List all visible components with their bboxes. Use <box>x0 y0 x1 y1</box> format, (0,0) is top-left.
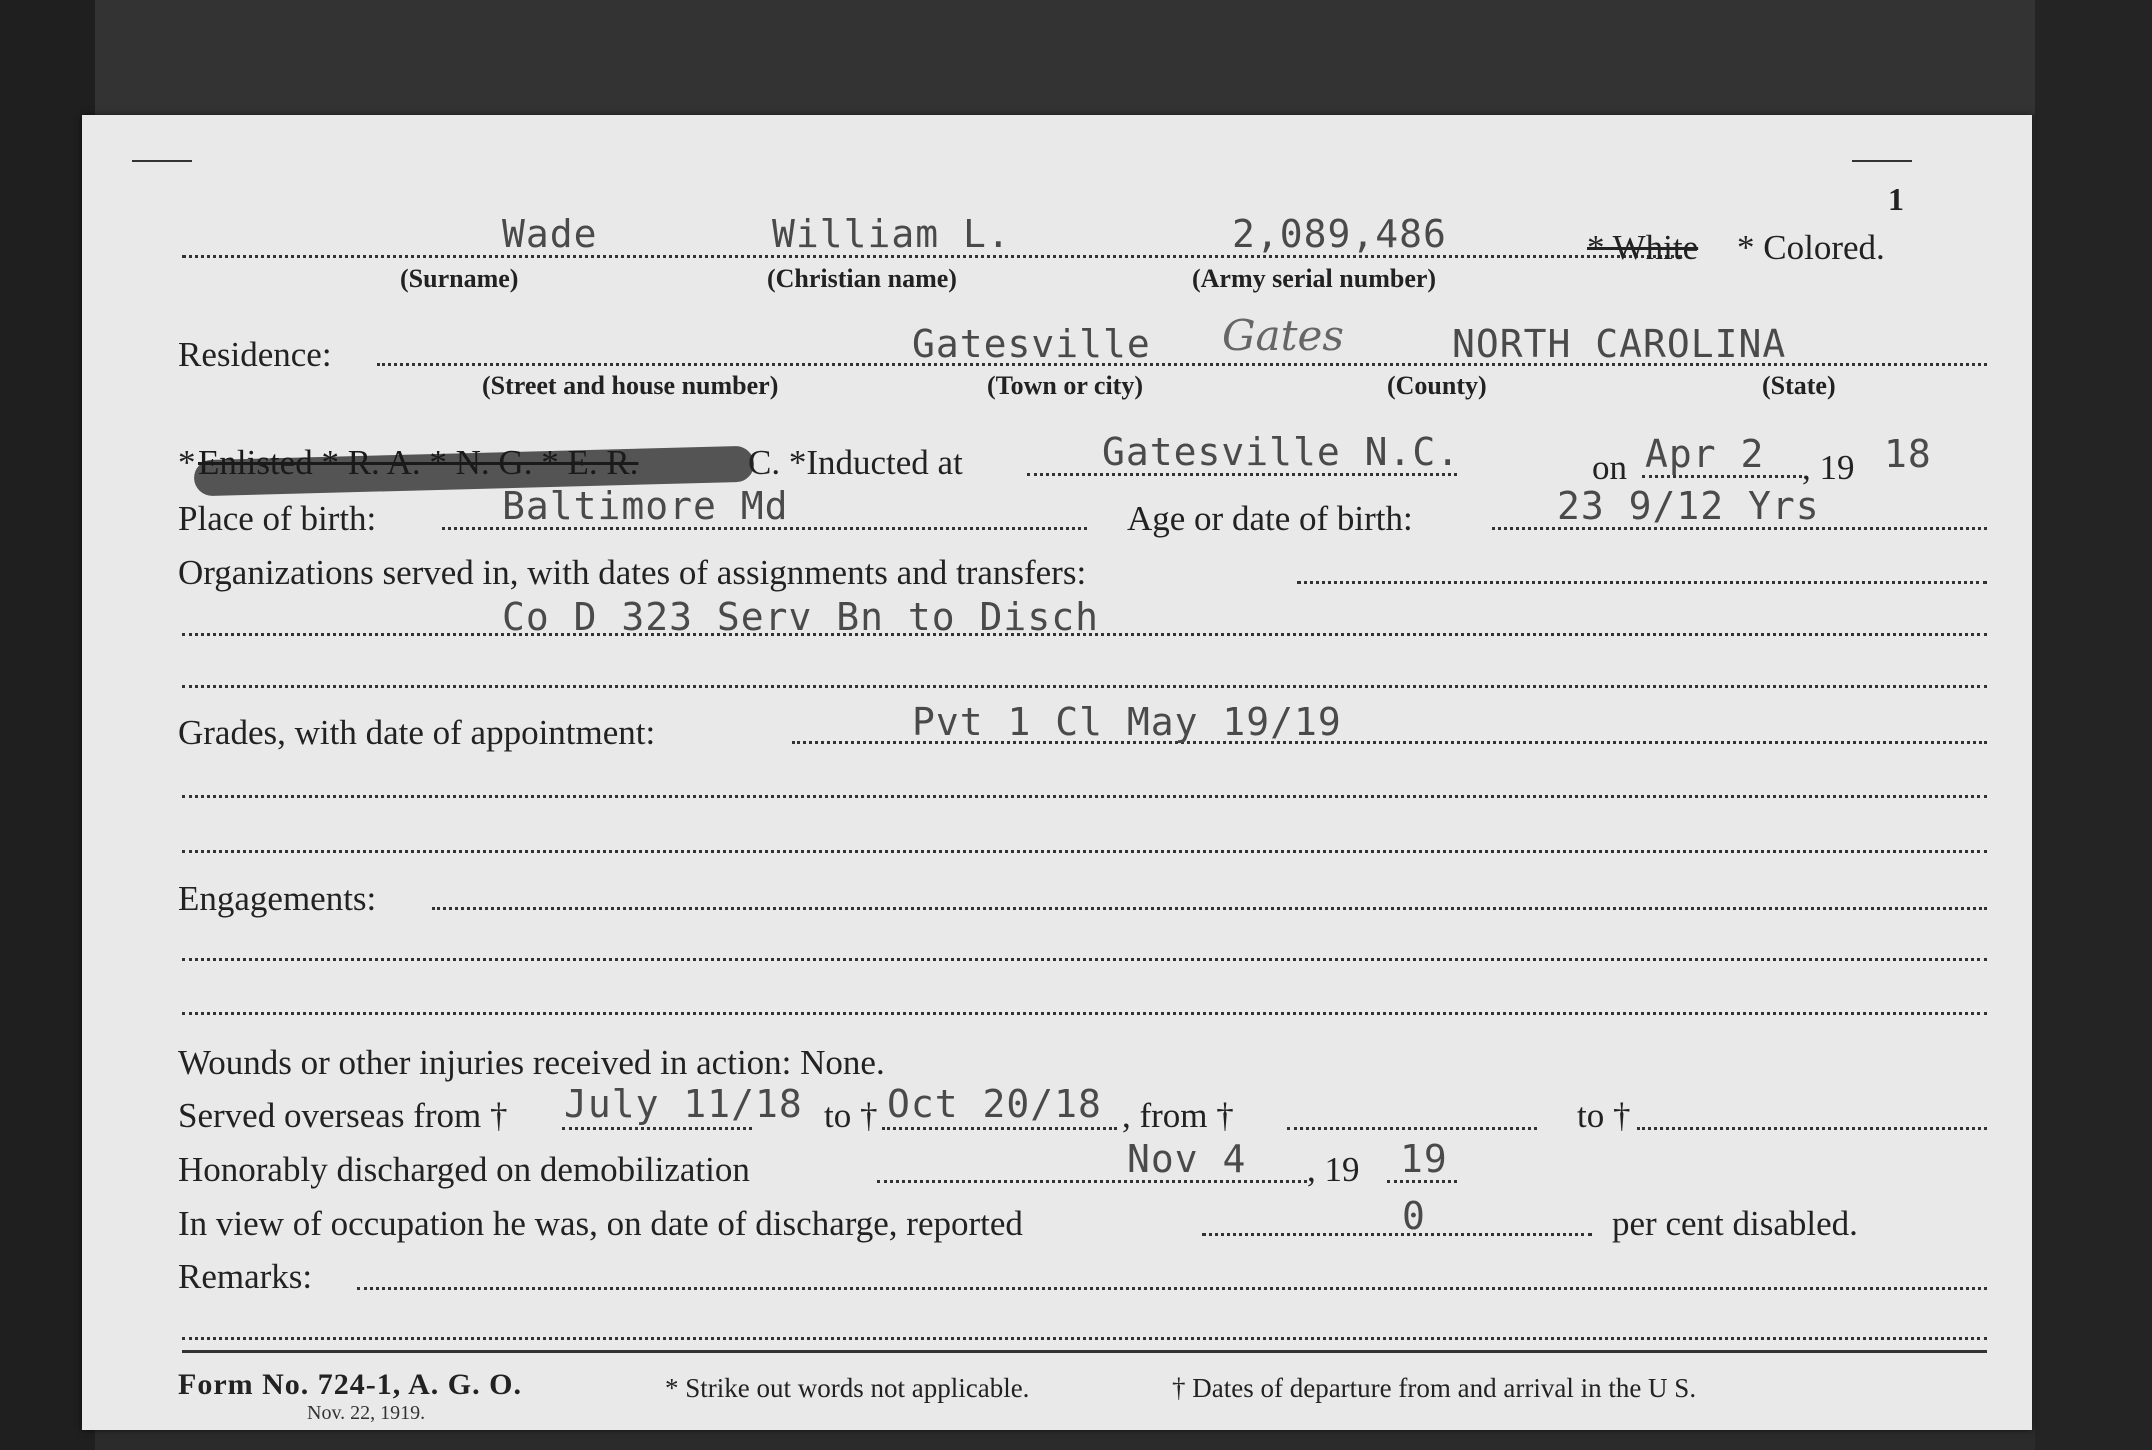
inducted-year-value: 18 <box>1884 432 1932 476</box>
county-value: Gates <box>1222 311 1344 360</box>
form-number: Form No. 724-1, A. G. O. <box>178 1368 522 1401</box>
birthplace-label: Place of birth: <box>178 499 377 538</box>
form-date: Nov. 22, 1919. <box>307 1402 426 1424</box>
enlisted-prefix: * <box>178 443 196 482</box>
to2-label: to † <box>1577 1096 1631 1135</box>
discharge-date-value: Nov 4 <box>1127 1137 1247 1181</box>
from2-label: , from † <box>1122 1096 1234 1135</box>
engagements-line-1 <box>432 907 1987 910</box>
residence-label: Residence: <box>178 335 332 374</box>
to2-line <box>1637 1127 1987 1130</box>
card-number: 1 <box>1888 181 1904 217</box>
race-white: * White <box>1587 228 1699 267</box>
inducted-label: C. *Inducted at <box>748 443 963 482</box>
grades-line-2 <box>182 795 1987 798</box>
on-label: on <box>1592 448 1627 487</box>
footnote-dates: † Dates of departure from and arrival in the U S. <box>1172 1373 1697 1403</box>
state-caption: (State) <box>1762 371 1836 400</box>
state-value: NORTH CAROLINA <box>1452 322 1787 366</box>
top-left-rule <box>132 160 192 162</box>
disability-value: 0 <box>1402 1194 1426 1238</box>
organization-value: Co D 323 Serv Bn to Disch <box>502 595 1099 639</box>
organizations-line-3 <box>182 685 1987 688</box>
background-left <box>0 0 95 1450</box>
serial-number-value: 2,089,486 <box>1232 212 1447 256</box>
engagements-line-2 <box>182 958 1987 961</box>
grade-value: Pvt 1 Cl May 19/19 <box>912 700 1342 744</box>
disability-suffix: per cent disabled. <box>1612 1204 1858 1243</box>
remarks-line-1 <box>357 1287 1987 1290</box>
discharge-label: Honorably discharged on demobilization <box>178 1150 750 1189</box>
overseas-to-line <box>882 1127 1117 1130</box>
overseas-from-line <box>562 1127 752 1130</box>
overseas-to-label: to † <box>824 1096 878 1135</box>
street-caption: (Street and house number) <box>482 371 779 400</box>
age-value: 23 9/12 Yrs <box>1557 484 1820 528</box>
organizations-label: Organizations served in, with dates of assignments and transfers: <box>178 553 1087 592</box>
year-prefix: , 19 <box>1802 448 1855 487</box>
background-right <box>2035 0 2152 1450</box>
service-record-card <box>82 115 2032 1430</box>
county-caption: (County) <box>1387 371 1487 400</box>
overseas-label: Served overseas from † <box>178 1096 508 1135</box>
christian-caption: (Christian name) <box>767 264 957 293</box>
remarks-line-2 <box>182 1337 1987 1340</box>
discharge-year-prefix: , 19 <box>1307 1150 1360 1189</box>
disability-label: In view of occupation he was, on date of discharge, reported <box>178 1204 1023 1243</box>
wounds-label: Wounds or other injuries received in action: None. <box>178 1043 885 1082</box>
top-right-rule <box>1852 160 1912 162</box>
town-caption: (Town or city) <box>987 371 1143 400</box>
overseas-from-value: July 11/18 <box>564 1082 803 1126</box>
christian-name-value: William L. <box>772 212 1011 256</box>
engagements-line-3 <box>182 1012 1987 1015</box>
engagements-label: Engagements: <box>178 879 377 918</box>
inducted-date-value: Apr 2 <box>1645 432 1765 476</box>
overseas-to-value: Oct 20/18 <box>887 1082 1102 1126</box>
town-value: Gatesville <box>912 322 1151 366</box>
organizations-line-1 <box>1297 581 1987 584</box>
serial-caption: (Army serial number) <box>1192 264 1437 293</box>
from2-line <box>1287 1127 1537 1130</box>
inducted-place-value: Gatesville N.C. <box>1102 430 1461 474</box>
race-colored: * Colored. <box>1737 228 1885 267</box>
footnote-strike-out: * Strike out words not applicable. <box>665 1373 1030 1403</box>
disability-line <box>1202 1233 1592 1236</box>
background-top <box>0 0 2152 115</box>
discharge-year-value: 19 <box>1400 1137 1448 1181</box>
birthplace-value: Baltimore Md <box>502 484 789 528</box>
enlisted-struck-text: Enlisted * R. A. * N. G. * E. R. <box>198 443 639 482</box>
grades-label: Grades, with date of appointment: <box>178 713 656 752</box>
surname-value: Wade <box>502 212 598 256</box>
surname-caption: (Surname) <box>400 264 519 293</box>
footer-rule <box>182 1350 1987 1353</box>
grades-line-3 <box>182 850 1987 853</box>
remarks-label: Remarks: <box>178 1257 313 1296</box>
age-label: Age or date of birth: <box>1127 499 1413 538</box>
